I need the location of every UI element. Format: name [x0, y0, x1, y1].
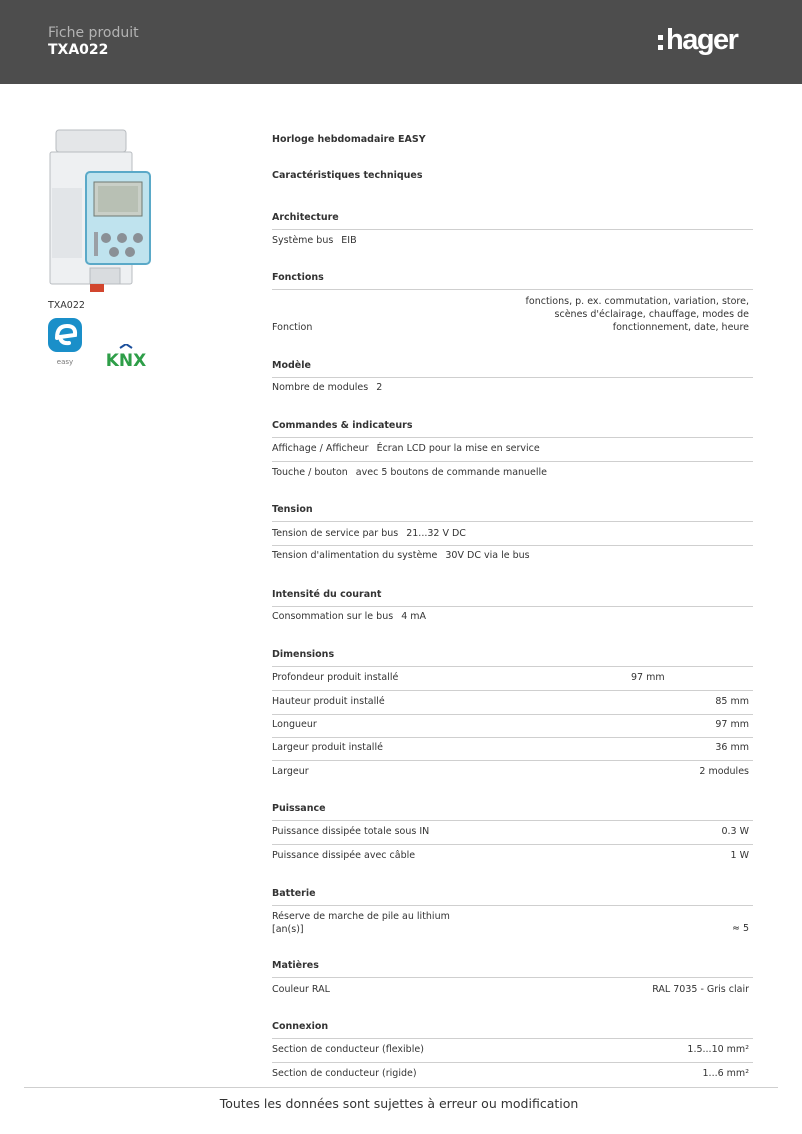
spec-value: 2 — [376, 382, 383, 393]
spec-row — [272, 826, 753, 840]
section-title-dimensions: Dimensions — [272, 649, 753, 667]
spec-value-line: fonctions, p. ex. commutation, variation, store, — [525, 296, 749, 307]
hager-logo-dots-icon — [658, 35, 663, 50]
spec-row — [272, 545, 753, 561]
spec-value-line: scènes d'éclairage, chauffage, modes de — [554, 309, 749, 320]
spec-row — [272, 295, 753, 341]
spec-label: Largeur produit installé — [272, 742, 383, 753]
spec-label — [272, 910, 450, 936]
header-reference: TXA022 — [48, 42, 109, 58]
easy-logo-label: easy — [56, 358, 74, 366]
spec-value: avec 5 boutons de commande manuelle — [355, 467, 548, 478]
spec-row — [272, 714, 753, 737]
product-title: Horloge hebdomadaire EASY — [272, 134, 426, 145]
spec-label: Touche / bouton — [272, 467, 348, 478]
spec-label: Couleur RAL — [272, 984, 330, 995]
spec-value: 2 modules — [699, 766, 749, 777]
knx-logo-label: KNX — [105, 351, 147, 368]
section-title-modele: Modèle — [272, 360, 753, 378]
spec-value: 97 mm — [715, 719, 749, 730]
section-title-fonctions: Fonctions — [272, 272, 753, 290]
spec-row — [272, 760, 753, 782]
spec-label: Affichage / Afficheur — [272, 443, 369, 454]
spec-value: ≈ 5 — [731, 923, 749, 934]
spec-label: Profondeur produit installé — [272, 672, 399, 683]
specs-heading: Caractéristiques techniques — [272, 170, 423, 181]
knx-logo — [100, 344, 152, 368]
spec-label-line: Réserve de marche de pile au lithium — [272, 911, 450, 922]
spec-value: 21...32 V DC — [406, 528, 466, 539]
spec-label: Consommation sur le bus — [272, 611, 394, 622]
spec-value: Écran LCD pour la mise en service — [376, 443, 540, 454]
spec-value: 0.3 W — [721, 826, 749, 837]
spec-row — [272, 443, 753, 454]
spec-row — [272, 844, 753, 866]
hager-logo — [658, 22, 737, 58]
section-title-batterie: Batterie — [272, 888, 753, 906]
spec-value: EIB — [341, 235, 357, 246]
section-title-architecture: Architecture — [272, 212, 753, 230]
section-title-puissance: Puissance — [272, 803, 753, 821]
spec-value: 1...6 mm² — [702, 1068, 749, 1079]
spec-value: 30V DC via le bus — [445, 550, 530, 561]
spec-value: 85 mm — [715, 696, 749, 707]
spec-label: Tension de service par bus — [272, 528, 399, 539]
product-reference: TXA022 — [48, 300, 85, 311]
spec-label: Puissance dissipée avec câble — [272, 850, 416, 861]
section-title-tension: Tension — [272, 504, 753, 522]
spec-row — [272, 528, 753, 539]
spec-label: Tension d'alimentation du système — [272, 550, 438, 561]
spec-row — [272, 672, 753, 686]
spec-row — [272, 1044, 753, 1058]
spec-row — [272, 1062, 753, 1082]
easy-logo — [47, 318, 85, 368]
spec-label: Section de conducteur (flexible) — [272, 1044, 424, 1055]
modular-timer-device-icon — [48, 128, 152, 296]
spec-label: Largeur — [272, 766, 309, 777]
section-title-commandes: Commandes & indicateurs — [272, 420, 753, 438]
spec-value: 36 mm — [715, 742, 749, 753]
spec-row — [272, 984, 753, 998]
spec-row — [272, 461, 753, 478]
footer-disclaimer: Toutes les données sont sujettes à erreur ou modification — [219, 1096, 579, 1111]
spec-label: Puissance dissipée totale sous IN — [272, 826, 430, 837]
spec-label: Nombre de modules — [272, 382, 369, 393]
spec-row — [272, 235, 753, 246]
spec-value: 4 mA — [401, 611, 427, 622]
section-title-matieres: Matières — [272, 960, 753, 978]
spec-row — [272, 737, 753, 760]
hager-logo-word: hager — [666, 23, 738, 56]
spec-value: 97 mm — [631, 672, 665, 683]
page-header — [0, 0, 802, 84]
footer-divider — [24, 1087, 778, 1088]
spec-label: Longueur — [272, 719, 317, 730]
spec-label-line: [an(s)] — [272, 924, 304, 935]
spec-value — [526, 295, 749, 334]
spec-value-line: fonctionnement, date, heure — [612, 322, 749, 333]
spec-value: RAL 7035 - Gris clair — [652, 984, 749, 995]
spec-label: Fonction — [272, 322, 313, 333]
spec-row — [272, 611, 753, 622]
header-kicker: Fiche produit — [48, 25, 139, 41]
section-title-intensite: Intensité du courant — [272, 589, 753, 607]
section-title-connexion: Connexion — [272, 1021, 753, 1039]
spec-value: 1.5...10 mm² — [687, 1044, 749, 1055]
spec-row — [272, 910, 753, 938]
spec-label: Système bus — [272, 235, 334, 246]
spec-value: 1 W — [730, 850, 749, 861]
spec-label: Hauteur produit installé — [272, 696, 385, 707]
spec-label: Section de conducteur (rigide) — [272, 1068, 417, 1079]
spec-row — [272, 382, 753, 393]
spec-row — [272, 690, 753, 714]
